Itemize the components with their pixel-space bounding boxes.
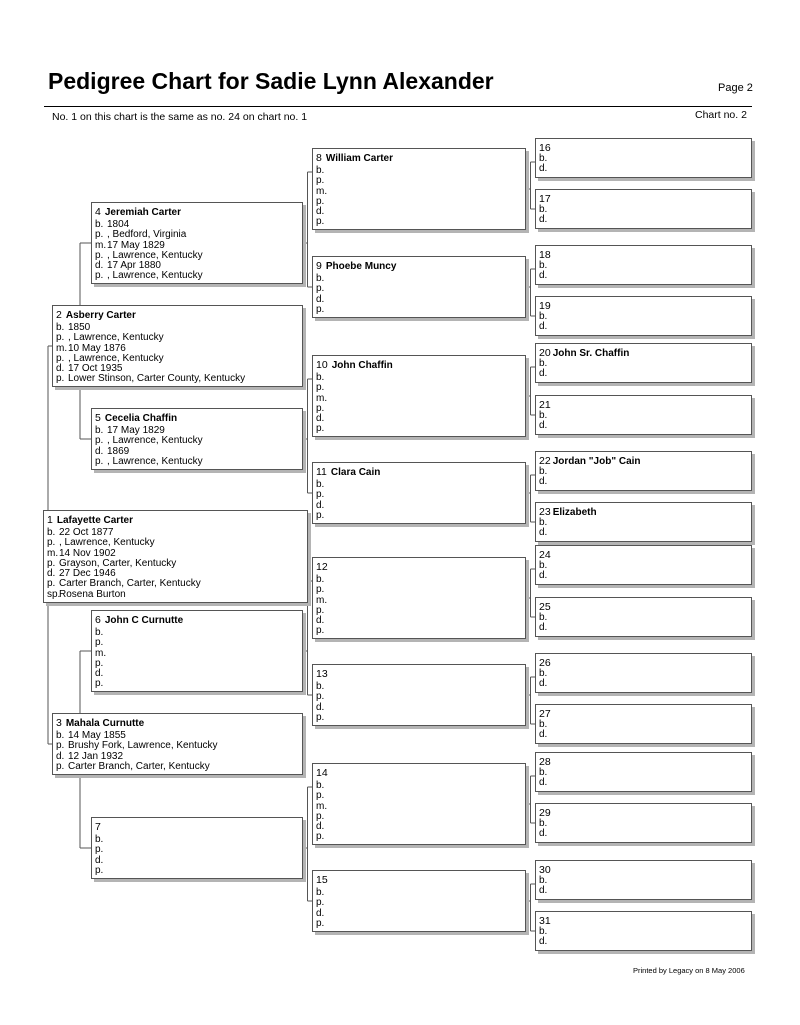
fact-label: p. — [316, 489, 325, 501]
person-name: Mahala Curnutte — [65, 718, 145, 729]
person-number: 7 — [95, 821, 101, 833]
fact-label: b. — [539, 875, 548, 886]
fact-label: p. — [56, 373, 65, 385]
fact-label: b. — [56, 730, 65, 741]
person-number: 8 — [316, 152, 322, 164]
person-number: 3 — [56, 717, 62, 729]
person-box-18 — [535, 245, 752, 285]
fact-label: b. — [539, 668, 548, 679]
person-box-13 — [312, 664, 526, 726]
person-box-2 — [52, 305, 303, 387]
person-facts — [539, 154, 551, 175]
fact-label: m. — [95, 239, 107, 251]
person-number: 25 — [539, 601, 551, 613]
person-number: 13 — [316, 668, 328, 680]
person-box-3 — [52, 713, 303, 775]
fact-label: p. — [316, 917, 325, 929]
person-name: John Chaffin — [331, 360, 393, 371]
fact-line — [539, 215, 551, 225]
fact-line — [316, 305, 328, 315]
person-name: Elizabeth — [552, 507, 597, 518]
fact-label: d. — [539, 214, 548, 226]
fact-line — [539, 778, 551, 788]
person-facts — [316, 274, 328, 315]
person-number: 22 — [539, 455, 551, 467]
person-facts — [539, 720, 551, 741]
person-name: John Sr. Chaffin — [552, 348, 630, 359]
person-facts — [316, 781, 328, 843]
fact-line — [539, 477, 551, 487]
person-facts — [539, 467, 551, 488]
fact-label: b. — [316, 372, 325, 383]
fact-label: b. — [539, 410, 548, 421]
fact-label: p. — [56, 332, 65, 344]
person-header — [539, 347, 629, 359]
person-number: 19 — [539, 300, 551, 312]
person-facts — [316, 682, 328, 723]
person-number: 17 — [539, 193, 551, 205]
fact-label: m. — [316, 800, 328, 812]
person-facts — [316, 166, 328, 228]
fact-value: 17 May 1829 — [107, 239, 165, 251]
fact-label: b. — [539, 517, 548, 528]
fact-label: p. — [56, 760, 65, 772]
person-name: John C Curnutte — [104, 615, 184, 626]
fact-label: d. — [539, 622, 548, 634]
fact-label: d. — [539, 368, 548, 380]
person-box-5 — [91, 408, 303, 470]
fact-label: d. — [95, 854, 104, 866]
person-box-29 — [535, 803, 752, 843]
fact-label: d. — [56, 750, 65, 762]
fact-label: b. — [539, 358, 548, 369]
fact-label: d. — [316, 907, 325, 919]
fact-label: b. — [316, 887, 325, 898]
person-facts — [539, 819, 551, 840]
fact-label: b. — [539, 926, 548, 937]
fact-label: b. — [316, 780, 325, 791]
fact-line — [316, 424, 328, 434]
fact-value: 1804 — [107, 219, 130, 230]
person-number: 9 — [316, 260, 322, 272]
fact-label: p. — [56, 352, 65, 364]
person-box-24 — [535, 545, 752, 585]
fact-label: m. — [56, 342, 68, 354]
person-box-14 — [312, 763, 526, 845]
fact-label: p. — [316, 175, 325, 187]
fact-label: p. — [95, 678, 104, 690]
fact-label: d. — [539, 885, 548, 897]
fact-label: p. — [316, 216, 325, 228]
fact-value: 22 Oct 1877 — [59, 527, 114, 538]
fact-label: b. — [539, 260, 548, 271]
person-box-21 — [535, 395, 752, 435]
person-name: Phoebe Muncy — [325, 261, 397, 272]
chart-number: Chart no. 2 — [695, 109, 747, 121]
fact-line — [316, 511, 328, 521]
person-number: 28 — [539, 756, 551, 768]
fact-label: d. — [316, 499, 325, 511]
fact-label: b. — [316, 273, 325, 284]
fact-label: d. — [539, 729, 548, 741]
fact-label: p. — [47, 557, 56, 569]
person-box-9 — [312, 256, 526, 318]
fact-label: p. — [316, 897, 325, 909]
fact-label: d. — [539, 163, 548, 175]
fact-line — [95, 457, 203, 467]
person-box-30 — [535, 860, 752, 900]
person-box-1 — [43, 510, 308, 603]
fact-label: p. — [95, 229, 104, 241]
fact-label: b. — [539, 719, 548, 730]
person-header — [539, 455, 641, 467]
fact-label: d. — [539, 321, 548, 333]
person-number: 20 — [539, 347, 551, 359]
fact-label: b. — [539, 311, 548, 322]
fact-line — [316, 626, 328, 636]
person-box-25 — [535, 597, 752, 637]
fact-value: , Lawrence, Kentucky — [107, 455, 203, 467]
person-number: 1 — [47, 514, 53, 526]
person-header — [56, 309, 136, 321]
person-facts — [539, 411, 551, 432]
fact-label: d. — [316, 293, 325, 305]
fact-line — [539, 571, 551, 581]
fact-label: m. — [316, 594, 328, 606]
person-box-27 — [535, 704, 752, 744]
fact-label: b. — [539, 612, 548, 623]
fact-value: 10 May 1876 — [68, 342, 126, 354]
fact-label: p. — [316, 604, 325, 616]
person-box-12 — [312, 557, 526, 639]
person-box-8 — [312, 148, 526, 230]
person-facts — [95, 835, 107, 876]
person-box-15 — [312, 870, 526, 932]
person-number: 15 — [316, 874, 328, 886]
fact-value: 14 May 1855 — [68, 730, 126, 741]
fact-label: p. — [95, 844, 104, 856]
fact-line — [95, 679, 107, 689]
fact-value: , Lawrence, Kentucky — [68, 352, 164, 364]
person-facts — [539, 261, 551, 282]
person-facts — [539, 927, 551, 948]
person-number: 29 — [539, 807, 551, 819]
fact-line — [316, 217, 328, 227]
person-number: 14 — [316, 767, 328, 779]
person-number: 2 — [56, 309, 62, 321]
fact-label: m. — [95, 647, 107, 659]
fact-value: 14 Nov 1902 — [59, 547, 116, 559]
person-box-4 — [91, 202, 303, 284]
person-header — [95, 614, 183, 626]
person-box-10 — [312, 355, 526, 437]
fact-label: d. — [539, 527, 548, 539]
fact-line — [539, 679, 551, 689]
person-number: 27 — [539, 708, 551, 720]
fact-value: 27 Dec 1946 — [59, 568, 116, 580]
person-header — [95, 412, 177, 424]
fact-label: p. — [316, 283, 325, 295]
fact-label: m. — [316, 185, 328, 197]
fact-value: Lower Stinson, Carter County, Kentucky — [68, 373, 246, 385]
fact-label: b. — [56, 322, 65, 333]
person-facts — [95, 220, 203, 282]
person-number: 4 — [95, 206, 101, 218]
person-header — [47, 514, 133, 526]
person-number: 5 — [95, 412, 101, 424]
fact-line — [56, 374, 245, 384]
fact-value: 17 Apr 1880 — [107, 260, 161, 272]
fact-value: Rosena Burton — [59, 588, 126, 600]
person-number: 24 — [539, 549, 551, 561]
fact-label: d. — [47, 568, 56, 580]
fact-line — [539, 528, 551, 538]
fact-label: d. — [539, 476, 548, 488]
fact-label: p. — [316, 195, 325, 207]
person-facts — [539, 312, 551, 333]
fact-label: b. — [47, 527, 56, 538]
person-name: Jeremiah Carter — [104, 207, 181, 218]
person-name: Cecelia Chaffin — [104, 413, 178, 424]
fact-value: 17 Oct 1935 — [68, 363, 123, 375]
person-facts — [539, 518, 551, 539]
person-facts — [539, 876, 551, 897]
fact-label: b. — [539, 560, 548, 571]
person-facts — [56, 323, 245, 385]
person-header — [316, 561, 332, 573]
fact-label: sp. — [47, 588, 61, 600]
fact-label: b. — [95, 627, 104, 638]
person-name: Clara Cain — [330, 467, 381, 478]
person-facts — [316, 373, 328, 435]
person-header — [316, 767, 332, 779]
person-number: 23 — [539, 506, 551, 518]
person-header — [539, 506, 597, 518]
fact-line — [539, 623, 551, 633]
fact-label: p. — [95, 657, 104, 669]
fact-label: p. — [316, 810, 325, 822]
person-number: 26 — [539, 657, 551, 669]
fact-label: p. — [316, 402, 325, 414]
person-header — [95, 821, 105, 833]
fact-line — [539, 421, 551, 431]
fact-value: , Lawrence, Kentucky — [68, 332, 164, 344]
person-header — [316, 260, 396, 272]
fact-label: b. — [316, 165, 325, 176]
fact-label: p. — [316, 625, 325, 637]
person-box-26 — [535, 653, 752, 693]
fact-value: 12 Jan 1932 — [68, 750, 124, 762]
person-header — [316, 874, 332, 886]
fact-line — [95, 866, 107, 876]
person-facts — [539, 359, 551, 380]
fact-label: p. — [95, 637, 104, 649]
fact-label: d. — [95, 445, 104, 457]
fact-label: b. — [539, 818, 548, 829]
fact-label: d. — [95, 668, 104, 680]
person-box-28 — [535, 752, 752, 792]
fact-label: d. — [539, 828, 548, 840]
person-facts — [316, 575, 328, 637]
fact-label: p. — [316, 711, 325, 723]
person-box-20 — [535, 343, 752, 383]
fact-label: b. — [539, 153, 548, 164]
person-box-23 — [535, 502, 752, 542]
fact-line — [539, 322, 551, 332]
fact-label: b. — [95, 219, 104, 230]
fact-label: p. — [316, 303, 325, 315]
fact-label: b. — [95, 834, 104, 845]
person-number: 12 — [316, 561, 328, 573]
fact-value: 1850 — [68, 322, 91, 333]
page-number: Page 2 — [718, 82, 753, 94]
fact-label: d. — [539, 936, 548, 948]
fact-label: b. — [539, 767, 548, 778]
person-facts — [56, 731, 218, 772]
person-number: 10 — [316, 359, 328, 371]
fact-label: b. — [316, 681, 325, 692]
person-box-7 — [91, 817, 303, 879]
fact-label: p. — [95, 455, 104, 467]
fact-label: p. — [316, 831, 325, 843]
fact-label: p. — [316, 584, 325, 596]
fact-label: d. — [316, 615, 325, 627]
fact-label: p. — [47, 537, 56, 549]
person-header — [95, 206, 181, 218]
fact-label: b. — [316, 479, 325, 490]
person-box-11 — [312, 462, 526, 524]
header-divider — [44, 106, 752, 107]
person-header — [316, 359, 393, 371]
fact-label: p. — [95, 249, 104, 261]
fact-value: Carter Branch, Carter, Kentucky — [68, 760, 210, 772]
person-facts — [539, 768, 551, 789]
person-header — [316, 668, 332, 680]
person-facts — [539, 205, 551, 226]
fact-line — [316, 713, 328, 723]
fact-label: p. — [316, 423, 325, 435]
person-box-31 — [535, 911, 752, 951]
person-header — [316, 466, 380, 478]
person-name: William Carter — [325, 153, 393, 164]
fact-label: b. — [539, 204, 548, 215]
fact-label: d. — [316, 821, 325, 833]
fact-value: , Lawrence, Kentucky — [107, 270, 203, 282]
person-facts — [95, 628, 107, 690]
fact-label: d. — [95, 260, 104, 272]
person-facts — [316, 480, 328, 521]
fact-line — [47, 590, 201, 600]
person-number: 21 — [539, 399, 551, 411]
fact-value: 1869 — [107, 445, 130, 457]
fact-value: 17 May 1829 — [107, 425, 165, 436]
person-box-16 — [535, 138, 752, 178]
fact-label: p. — [47, 578, 56, 590]
person-facts — [539, 561, 551, 582]
fact-label: d. — [316, 413, 325, 425]
person-box-22 — [535, 451, 752, 491]
fact-label: p. — [316, 382, 325, 394]
fact-line — [539, 730, 551, 740]
person-name: Jordan "Job" Cain — [552, 456, 641, 467]
person-name: Asberry Carter — [65, 310, 136, 321]
fact-line — [539, 369, 551, 379]
fact-label: d. — [539, 777, 548, 789]
chart-title: Pedigree Chart for Sadie Lynn Alexander — [48, 68, 494, 94]
person-name: Lafayette Carter — [56, 515, 133, 526]
fact-label: p. — [316, 509, 325, 521]
fact-label: p. — [56, 740, 65, 752]
fact-label: m. — [47, 547, 59, 559]
fact-label: b. — [539, 466, 548, 477]
person-number: 11 — [316, 466, 327, 478]
fact-value: Grayson, Carter, Kentucky — [59, 557, 177, 569]
person-facts — [539, 613, 551, 634]
fact-label: p. — [316, 790, 325, 802]
fact-value: , Lawrence, Kentucky — [107, 249, 203, 261]
fact-value: , Bedford, Virginia — [107, 229, 187, 241]
fact-line — [539, 164, 551, 174]
fact-value: Brushy Fork, Lawrence, Kentucky — [68, 740, 218, 752]
fact-label: d. — [539, 270, 548, 282]
fact-line — [539, 886, 551, 896]
fact-label: d. — [316, 701, 325, 713]
person-facts — [95, 426, 203, 467]
person-number: 30 — [539, 864, 551, 876]
fact-label: p. — [95, 270, 104, 282]
fact-line — [539, 271, 551, 281]
fact-line — [539, 829, 551, 839]
printed-by-footer: Printed by Legacy on 8 May 2006 — [633, 966, 745, 975]
fact-label: d. — [56, 363, 65, 375]
fact-label: p. — [316, 691, 325, 703]
person-number: 16 — [539, 142, 551, 154]
fact-value: , Lawrence, Kentucky — [59, 537, 155, 549]
person-facts — [539, 669, 551, 690]
fact-line — [95, 271, 203, 281]
person-box-17 — [535, 189, 752, 229]
fact-line — [316, 919, 328, 929]
person-number: 18 — [539, 249, 551, 261]
person-facts — [316, 888, 328, 929]
fact-label: d. — [539, 420, 548, 432]
chart-cross-reference-note: No. 1 on this chart is the same as no. 24 on chart no. 1 — [52, 111, 308, 123]
person-header — [316, 152, 393, 164]
fact-line — [539, 937, 551, 947]
person-box-19 — [535, 296, 752, 336]
person-number: 6 — [95, 614, 101, 626]
fact-label: m. — [316, 392, 328, 404]
fact-line — [56, 762, 218, 772]
fact-label: b. — [316, 574, 325, 585]
fact-label: b. — [95, 425, 104, 436]
person-number: 31 — [539, 915, 551, 927]
fact-value: Carter Branch, Carter, Kentucky — [59, 578, 201, 590]
person-facts — [47, 528, 201, 600]
fact-line — [316, 832, 328, 842]
fact-label: d. — [316, 206, 325, 218]
fact-value: , Lawrence, Kentucky — [107, 435, 203, 447]
person-box-6 — [91, 610, 303, 692]
fact-label: d. — [539, 570, 548, 582]
person-header — [56, 717, 144, 729]
fact-label: d. — [539, 678, 548, 690]
fact-label: p. — [95, 864, 104, 876]
fact-label: p. — [95, 435, 104, 447]
